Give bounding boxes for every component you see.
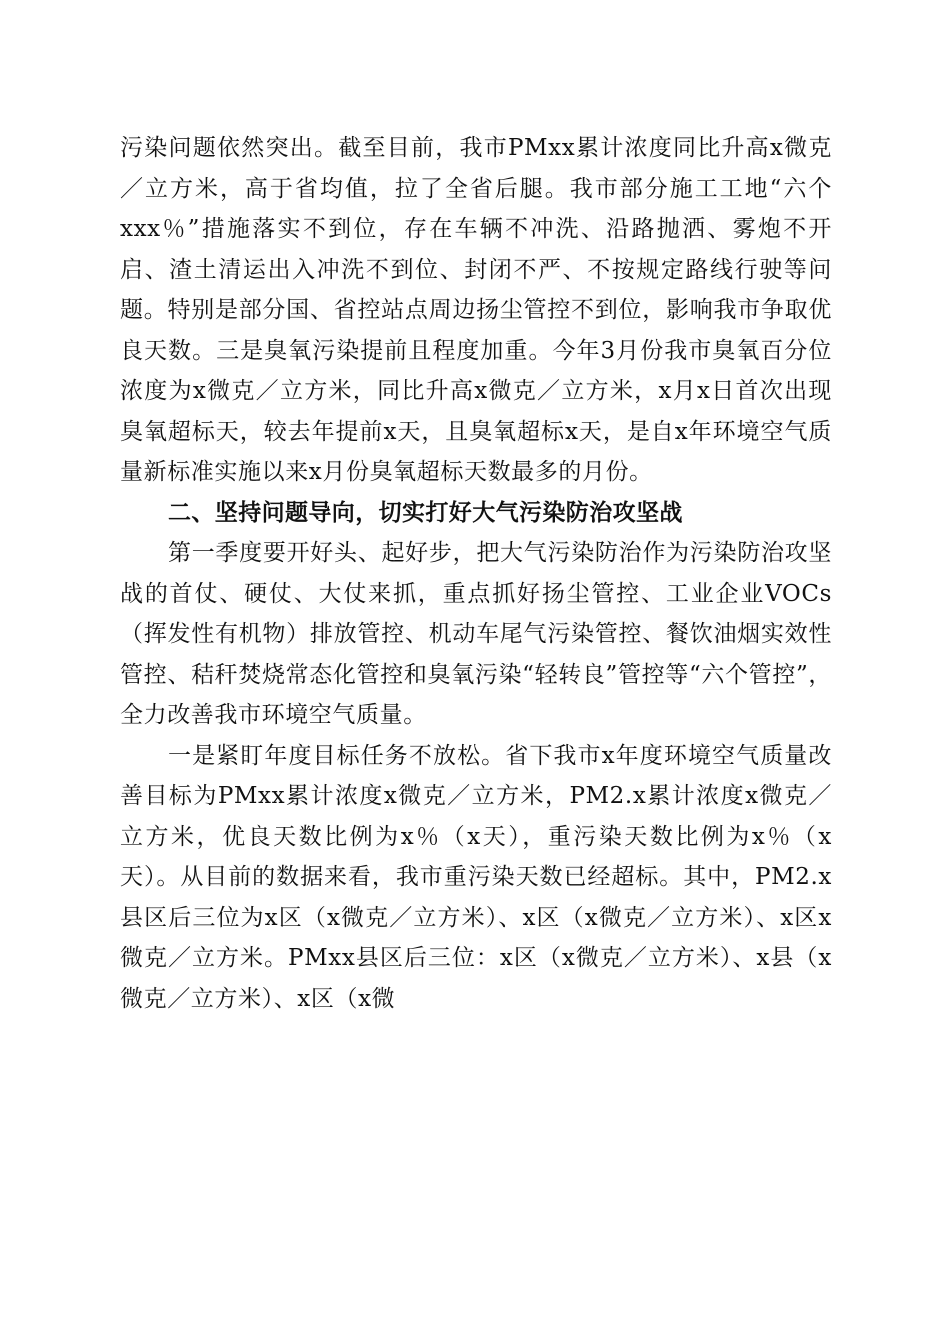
body-paragraph-3: 一是紧盯年度目标任务不放松。省下我市x年度环境空气质量改善目标为PMxx累计浓度x微克／立方米，PM2.x累计浓度x微克／立方米，优良天数比例为x％（x天），重污染天数比例为x％（x天）。从目前的数据来看，我市重污染天数已经超标。其中，PM2.x县区后三位为x区（x微克／立方米）、x区（x微克／立方米）、x区x微克／立方米。PMxx县区后三位：x区（x微克／立方米）、x县（x微克／立方米）、x区（x微 [120,742,832,1012]
body-paragraph-1: 污染问题依然突出。截至目前，我市PMxx累计浓度同比升高x微克／立方米，高于省均值，拉了全省后腿。我市部分施工工地“六个xxx％”措施落实不到位，存在车辆不冲洗、沿路抛洒、雾炮不开启、渣土清运出入冲洗不到位、封闭不严、不按规定路线行驶等问题。特别是部分国、省控站点周边扬尘管控不到位，影响我市争取优良天数。三是臭氧污染提前且程度加重。今年3月份我市臭氧百分位浓度为x微克／立方米，同比升高x微克／立方米，x月x日首次出现臭氧超标天，较去年提前x天，且臭氧超标x天，是自x年环境空气质量新标准实施以来x月份臭氧超标天数最多的月份。 [120,135,832,485]
document-page [120,128,832,1019]
body-paragraph-2: 第一季度要开好头、起好步，把大气污染防治作为污染防治攻坚战的首仗、硬仗、大仗来抓，重点抓好扬尘管控、工业企业VOCs（挥发性有机物）排放管控、机动车尾气污染管控、餐饮油烟实效性管控、秸秆焚烧常态化管控和臭氧污染“轻转良”管控等“六个管控”，全力改善我市环境空气质量。 [120,540,832,728]
section-heading: 二、坚持问题导向，切实打好大气污染防治攻坚战 [168,499,683,526]
